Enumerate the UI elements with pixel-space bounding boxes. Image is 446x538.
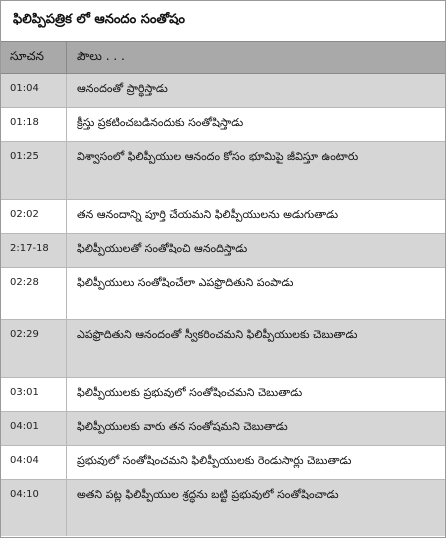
description-cell: ఆనందంతో ప్రార్థిస్తాడు	[77, 82, 168, 95]
table-title: ఫిలిప్పిపత్రిక లో ఆనందం సంతోషం	[1, 1, 445, 41]
table-row	[1, 480, 445, 536]
reference-cell: 01:04	[1, 74, 67, 107]
reference-cell: 04:10	[1, 480, 67, 536]
table-row	[1, 320, 445, 378]
reference-cell: 02:02	[1, 200, 67, 233]
description-cell: ఫిలిప్పీయులతో సంతోషించి ఆనందిస్తాడు	[77, 242, 248, 255]
reference-cell: 01:18	[1, 108, 67, 141]
reference-cell: 2:17-18	[1, 234, 67, 267]
description-cell: అతని పట్ల ఫిలిప్పీయుల శ్రద్ధను బట్టి ప్రభువులో సంతోషించాడు	[77, 488, 339, 501]
table-row	[1, 234, 445, 268]
column-header-paul: పౌలు . . .	[77, 49, 125, 63]
reference-cell: 04:04	[1, 446, 67, 479]
description-cell: ఫిలిప్పీయులు సంతోషించేలా ఎపఫ్రొదితుని పంపాడు	[77, 276, 294, 289]
table-row	[1, 378, 445, 412]
description-cell: క్రీస్తు ప్రకటించబడినందుకు సంతోషిస్తాడు	[77, 116, 244, 129]
description-cell: ప్రభువులో సంతోషించమని ఫిలిప్పీయులకు రెండుసార్లు చెబుతాడు	[77, 454, 352, 467]
table-row	[1, 446, 445, 480]
description-cell: ఎపఫ్రొదితుని ఆనందంతో స్వీకరించమని ఫిలిప్పీయులకు చెబుతాడు	[77, 328, 358, 341]
description-cell: ఫిలిప్పీయులకు ప్రభువులో సంతోషించమని చెబుతాడు	[77, 386, 303, 399]
description-cell: ఫిలిప్పీయులకు వారు తన సంతోషమని చెబుతాడు	[77, 420, 288, 433]
table-row	[1, 200, 445, 234]
description-cell: తన ఆనందాన్ని పూర్తి చేయమని ఫిలిప్పీయులను అడుగుతాడు	[77, 208, 339, 221]
table-row	[1, 108, 445, 142]
column-header-row	[1, 41, 445, 74]
description-cell: విశ్వాసంలో ఫిలిప్పీయుల ఆనందం కోసం భూమిపై జీవిస్తూ ఉంటారు	[77, 150, 359, 163]
table-row	[1, 268, 445, 320]
reference-cell: 02:29	[1, 320, 67, 377]
column-header-reference: సూచన	[1, 42, 67, 73]
table-body	[1, 74, 445, 536]
table-row	[1, 142, 445, 200]
reference-cell: 01:25	[1, 142, 67, 199]
reference-cell: 04:01	[1, 412, 67, 445]
reference-cell: 03:01	[1, 378, 67, 411]
table-row	[1, 412, 445, 446]
reference-cell: 02:28	[1, 268, 67, 319]
table-row	[1, 74, 445, 108]
